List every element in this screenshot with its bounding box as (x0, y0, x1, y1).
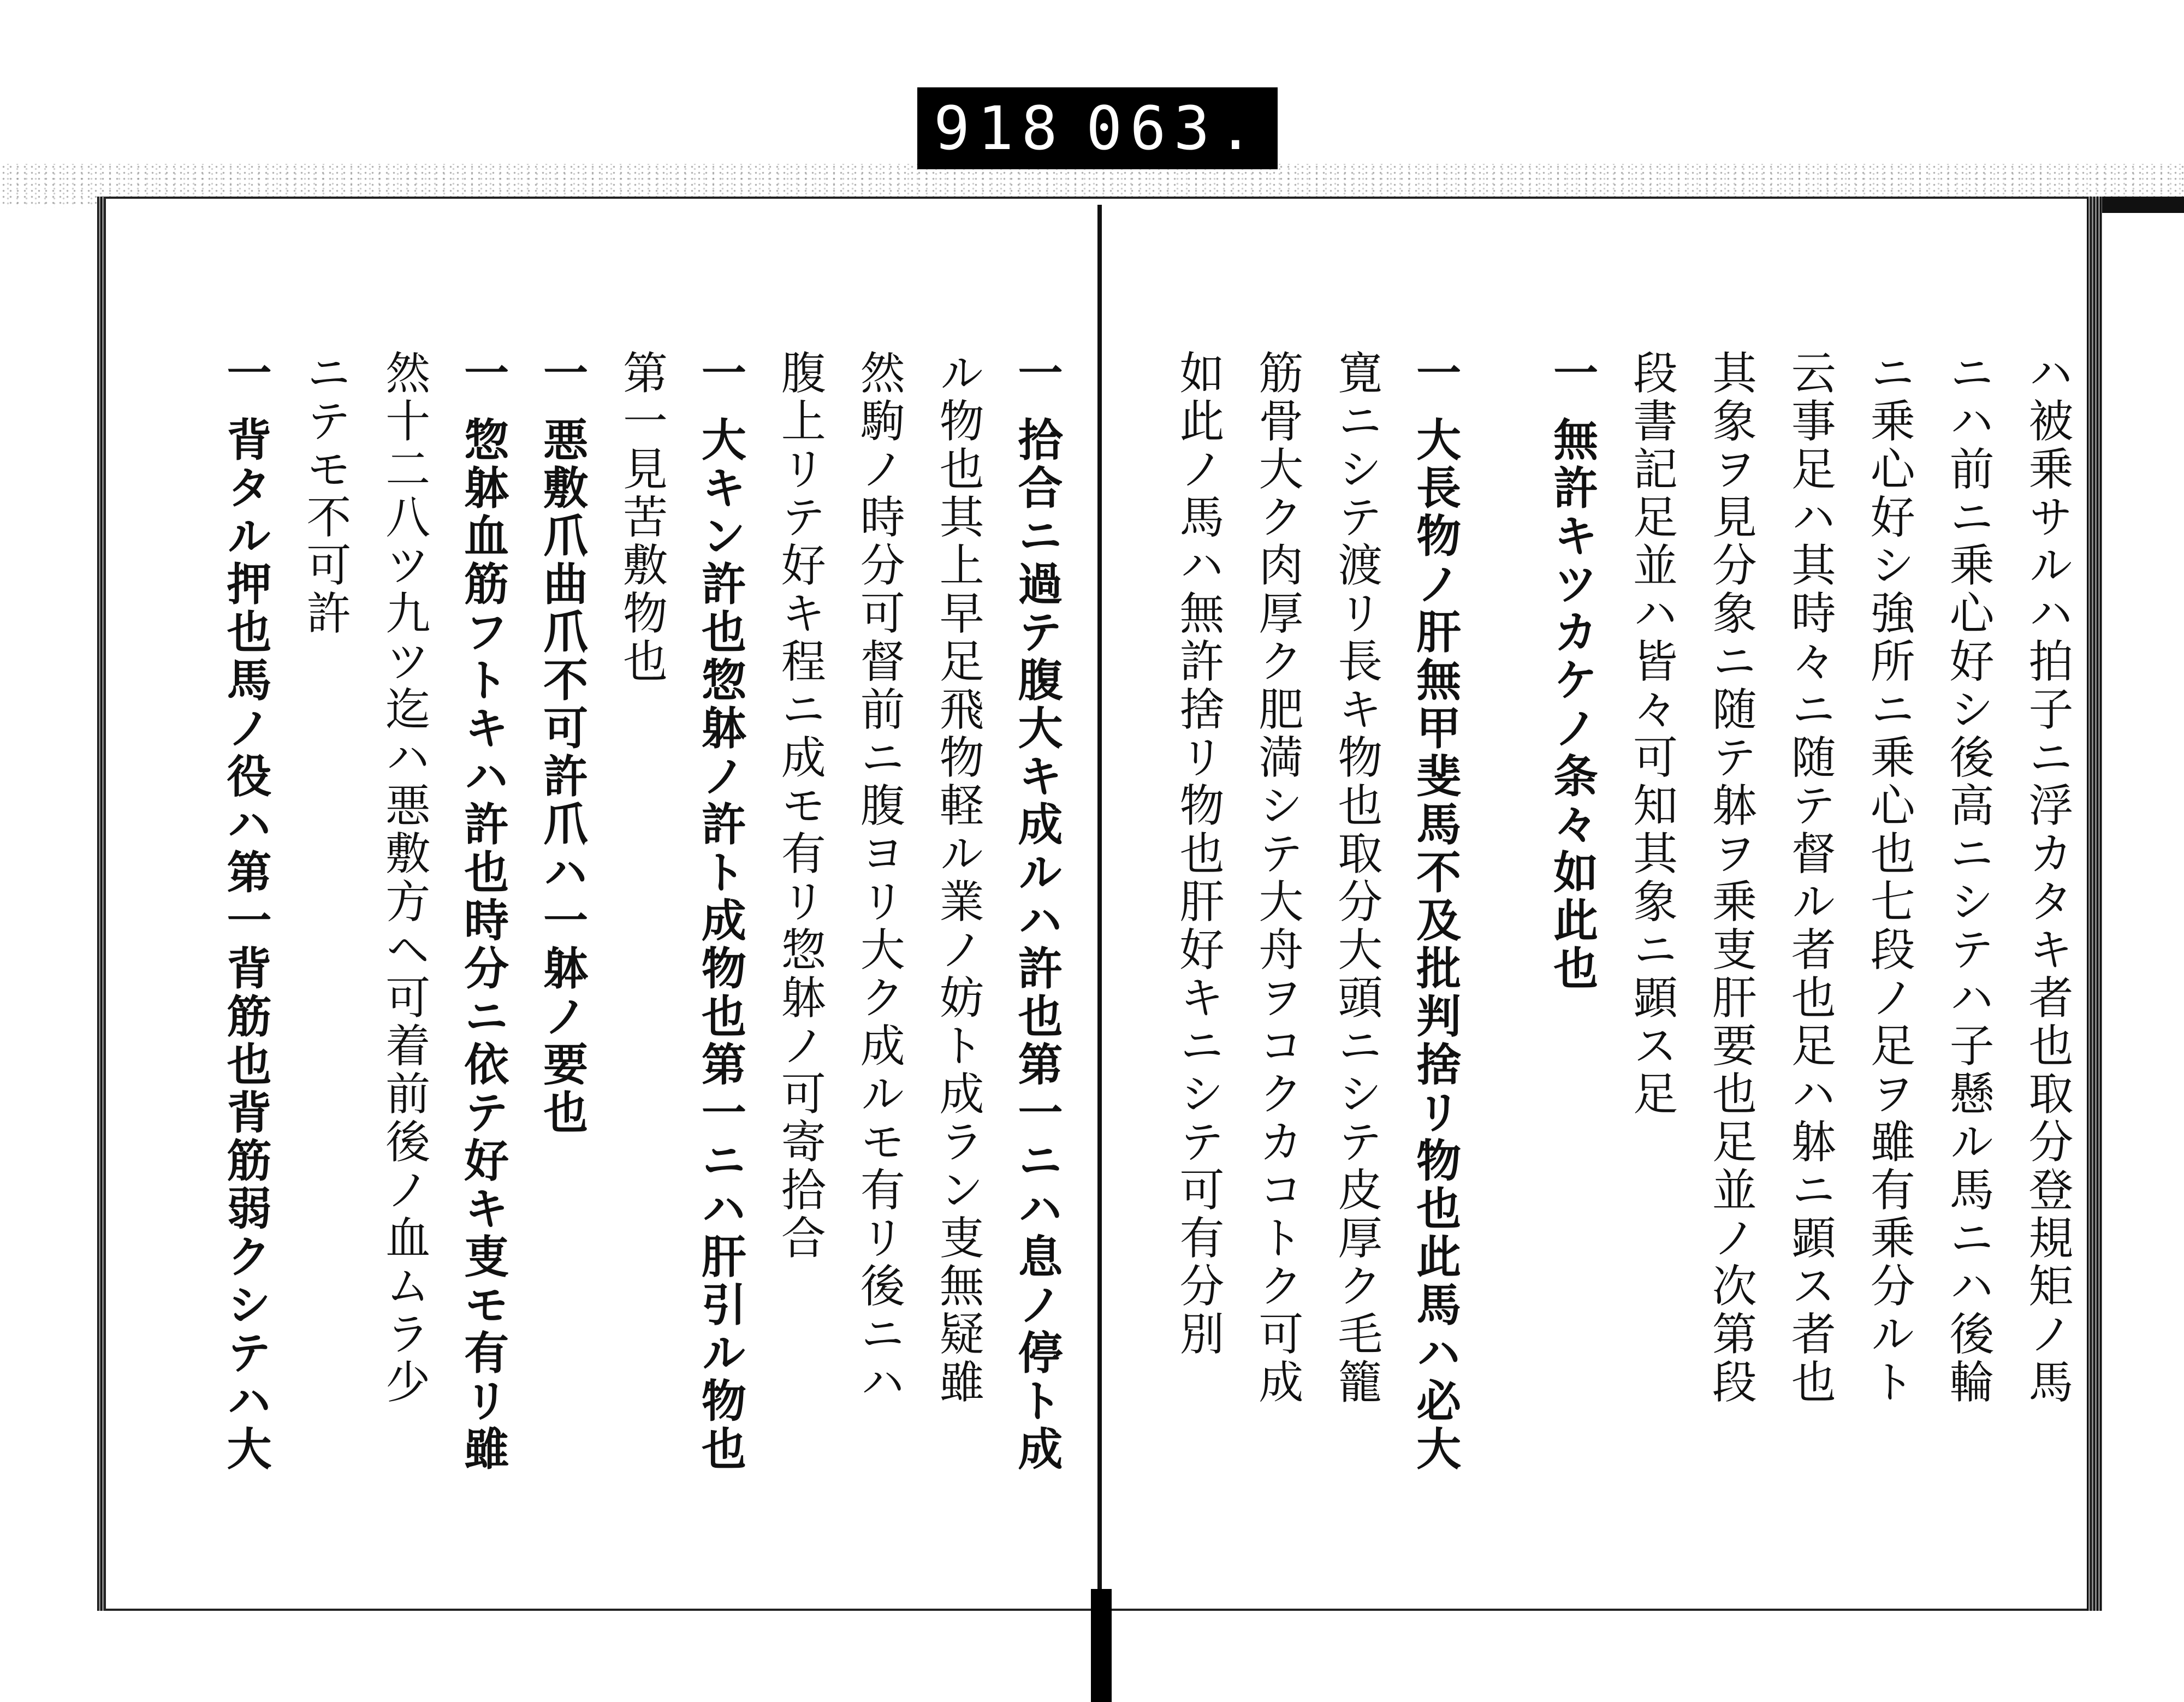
item-column: 一 背タル押也馬ノ役ハ第一背筋也背筋弱クシテハ大 (219, 349, 272, 1474)
text-column: 云事足ハ其時々ニ随テ督ル者也足ハ躰ニ顕ス者也 (1784, 349, 1836, 1407)
film-frame-label (917, 87, 1278, 169)
item-column: 一 大キン許也惣躰ノ許ト成物也第一ニハ肝引ル物也 (694, 349, 747, 1474)
item-column: 一 無許キツカケノ条々如此也 (1546, 349, 1599, 993)
frame-number-right: 063. (1086, 93, 1261, 163)
scan-border (2102, 197, 2184, 213)
text-column: 寛ニシテ渡リ長キ物也取分大頭ニシテ皮厚ク毛籠 (1330, 349, 1382, 1407)
text-column: 段書記足並ハ皆々可知其象ニ顕ス足 (1625, 349, 1678, 1118)
book-spine (1097, 205, 1102, 1592)
text-column: ニハ前ニ乗心好シ後高ニシテハ子懸ル馬ニハ後輪 (1942, 349, 1995, 1407)
item-column: 一 拾合ニ過テ腹大キ成ルハ許也第一ニハ息ノ停ト成 (1011, 349, 1063, 1474)
frame-number-left: 918 (934, 93, 1065, 163)
item-column: 一 大長物ノ肝無甲斐馬不及批判捨リ物也此馬ハ必大 (1409, 349, 1462, 1474)
item-column: 一 惣躰血筋フトキハ許也時分ニ依テ好キ叓モ有リ雖 (456, 349, 509, 1474)
text-column: ニ乗心好シ強所ニ乗心也七段ノ足ヲ雖有乗分ルト (1863, 349, 1915, 1407)
text-column: 其象ヲ見分象ニ随テ躰ヲ乗叓肝要也足並ノ次第段 (1705, 349, 1757, 1407)
right-page (1141, 349, 2073, 1551)
text-column: 然駒ノ時分可督前ニ腹ヨリ大ク成ルモ有リ後ニハ (853, 349, 905, 1407)
spine-shadow (1091, 1589, 1112, 1702)
item-column: 一 悪敷爪曲爪不可許爪ハ一躰ノ要也 (536, 349, 589, 1137)
text-column: ハ被乗サルハ拍子ニ浮カタキ者也取分登規矩ノ馬 (2021, 349, 2073, 1407)
left-page (131, 349, 1063, 1551)
text-column: 腹上リテ好キ程ニ成モ有リ惣躰ノ可寄拾合 (774, 349, 826, 1262)
text-column: 然十二八ツ九ツ迄ハ悪敷方ヘ可着前後ノ血ムラ少 (378, 349, 430, 1407)
book-right-edge (2087, 197, 2102, 1611)
text-column: 筋骨大ク肉厚ク肥満シテ大舟ヲコクカコトク可成 (1251, 349, 1303, 1407)
text-column: 第一見苦敷物也 (615, 349, 668, 686)
text-column: ル物也其上早足飛物軽ル業ノ妨ト成ラン叓無疑雖 (932, 349, 984, 1407)
text-column: ニテモ不可許 (299, 349, 351, 638)
text-column: 如此ノ馬ハ無許捨リ物也肝好キニシテ可有分別 (1172, 349, 1224, 1359)
